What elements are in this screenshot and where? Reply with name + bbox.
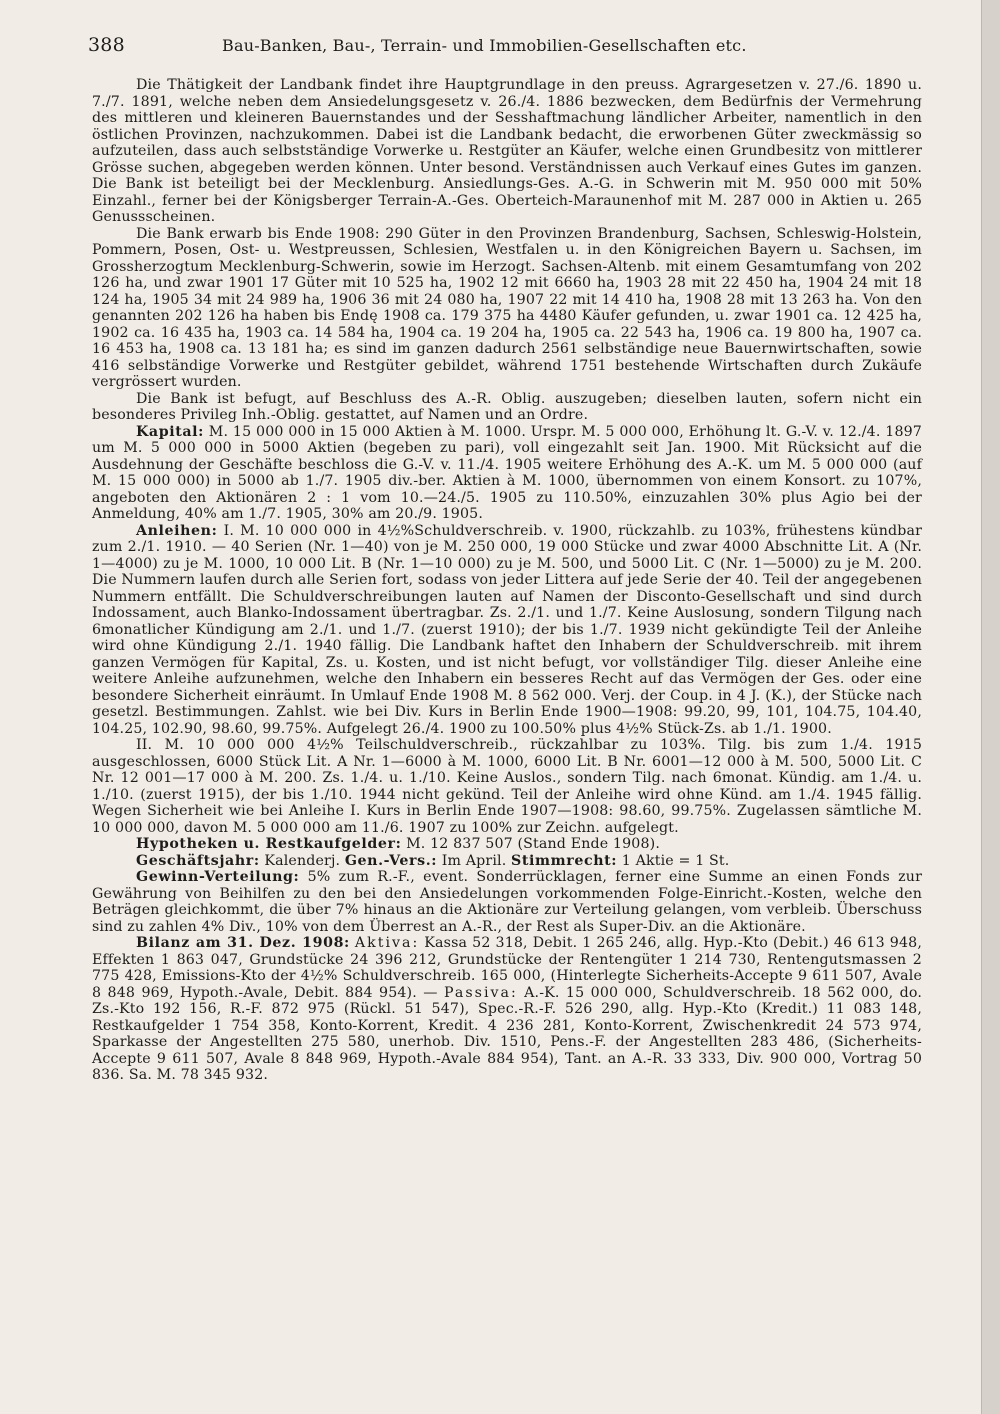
- paragraph-anleihe-ii: II. M. 10 000 000 4½% Teilschuldverschreib., rückzahlbar zu 103%. Tilg. bis zum 1./4. 1915 ausgeschlossen, 6000 Stück Lit. A Nr. 1—6000 à M. 1000, 6000 Lit. B Nr. 6001—12 000 à M. 500, 5000 Lit. C Nr. 12 001—17 000 à M. 200. Zs. 1./4. u. 1./10. Keine Auslos., sondern Tilg. nach 6monat. Kündig. am 1./4. u. 1./10. (zuerst 1915), der bis 1./10. 1944 nicht gekünd. Teil der Anleihe wird ohne Künd. am 1./4. 1945 fällig. Wegen Sicherheit wie bei Anleihe I. Kurs in Berlin Ende 1907—1908: 98.60, 99.75%. Zugelassen sämtliche M. 10 000 000, davon M. 5 000 000 am 11./6. 1907 zu 100% zur Zeichn. aufgelegt.: [92, 737, 922, 836]
- genvers-text: Im April.: [441, 852, 507, 869]
- paragraph-obligations: Die Bank ist befugt, auf Beschluss des A.-R. Oblig. auszugeben; dieselben lauten, sofern nicht ein besonderes Privileg Inh.-Oblig. gestattet, auf Namen und an Ordre.: [92, 390, 922, 423]
- page-edge: [981, 0, 1000, 1414]
- stimmrecht-label: Stimmrecht:: [511, 852, 618, 869]
- bilanz-passiva-text: A.-K. 15 000 000, Schuldverschreib. 18 562 000, do. Zs.-Kto 192 156, R.-F. 872 975 (Rückl. 51 547), Spec.-R.-F. 526 290, allg. Hyp.-Kto (Kredit.) 11 083 148, Restkaufgelder 1 754 358, Konto-Korrent, Kredit. 4 236 281, Konto-Korrent, Zwischenkredit 24 573 974, Sparkasse der Angestellten 275 580, unerhob. Div. 1510, Pens.-F. der Angestellten 283 486, (Sicherheits-Accepte 9 611 507, Avale 8 848 969, Hypoth.-Avale 884 954), Tant. an A.-R. 33 333, Div. 900 000, Vortrag 50 836. Sa. M. 78 345 932.: [92, 984, 923, 1083]
- paragraph-anleihen: [92, 523, 922, 738]
- stimmrecht-text: 1 Aktie = 1 St.: [621, 852, 730, 869]
- paragraph-gewinn: [92, 869, 922, 935]
- aktiva-label: Aktiva:: [354, 935, 420, 951]
- paragraph-kapital: [92, 424, 922, 523]
- kapital-label: Kapital:: [136, 423, 205, 440]
- passiva-label: Passiva:: [444, 984, 518, 1001]
- paragraph-intro: Die Thätigkeit der Landbank findet ihre Hauptgrundlage in den preuss. Agrargesetzen v. 27./6. 1890 u. 7./7. 1891, welche neben dem Ansiedelungsgesetz v. 26./4. 1886 bezwecken, dem Bedürfnis der Vermehrung des mittleren und kleineren Bauernstandes und der Sesshaftmachung ländlicher Arbeiter, namentlich in den östlichen Provinzen, nachzukommen. Dabei ist die Landbank bedacht, die erworbenen Güter zweckmässig so aufzuteilen, dass auch selbstständige Vorwerke u. Restgüter an Käufer, welche einen Grundbesitz von mittlerer Grösse suchen, abgegeben werden können. Unter besond. Verständnissen auch Verkauf eines Gutes im ganzen. Die Bank ist beteiligt bei der Mecklenburg. Ansiedlungs-Ges. A.-G. in Schwerin mit M. 950 000 mit 50% Einzahl., ferner bei der Königsberger Terrain-A.-Ges. Oberteich-Maraunenhof mit M. 287 000 in Aktien u. 265 Genussscheinen.: [92, 77, 922, 225]
- body-text: [92, 77, 922, 1084]
- genvers-label: Gen.-Vers.:: [344, 852, 438, 869]
- paragraph-bilanz: [92, 935, 922, 1084]
- gewinn-label: Gewinn-Verteilung:: [136, 869, 300, 885]
- bilanz-aktiva-text: Kassa 52 318, Debit. 1 265 246, allg. Hyp.-Kto (Debit.) 46 613 948, Effekten 1 863 047, Grundstücke 24 396 212, Grundstücke der Rentengüter 1 214 730, Rentengutsmassen 2 775 428, Emissions-Kto der 4½% Schuldverschreib. 165 000, (Hinterlegte Sicherheits-Accepte 9 611 507, Avale 8 848 969, Hypoth.-Avale, Debit. 884 954). —: [92, 935, 922, 1001]
- page-header: [88, 34, 908, 58]
- paragraph-acquisitions: Die Bank erwarb bis Ende 1908: 290 Güter in den Provinzen Brandenburg, Sachsen, Schleswig-Holstein, Pommern, Posen, Ost- u. Westpreussen, Schlesien, Westfalen u. in den Königreichen Bayern u. Sachsen, im Grossherzogtum Mecklenburg-Schwerin, sowie im Herzogt. Sachsen-Altenb. mit einem Gesamtumfang von 202 126 ha, und zwar 1901 17 Güter mit 10 525 ha, 1902 12 mit 6660 ha, 1903 28 mit 22 450 ha, 1904 24 mit 18 124 ha, 1905 34 mit 24 989 ha, 1906 36 mit 24 080 ha, 1907 22 mit 14 410 ha, 1908 28 mit 13 263 ha. Von den genannten 202 126 ha haben bis Endę 1908 ca. 179 375 ha 4480 Käufer gefunden, u. zwar 1901 ca. 12 425 ha, 1902 ca. 16 435 ha, 1903 ca. 14 584 ha, 1904 ca. 19 204 ha, 1905 ca. 22 543 ha, 1906 ca. 19 800 ha, 1907 ca. 16 453 ha, 1908 ca. 13 181 ha; es sind im ganzen dadurch 2561 selbständige neue Bauernwirtschaften, sowie 416 selbständige Vorwerke und Restgüter gebildet, während 1751 bestehende Wirtschaften durch Zukäufe vergrössert wurden.: [92, 225, 922, 390]
- anleihen-label: Anleihen:: [136, 522, 218, 539]
- bilanz-label: Bilanz am 31. Dez. 1908:: [136, 935, 350, 951]
- geschaeftsjahr-label: Geschäftsjahr:: [136, 852, 260, 869]
- gewinn-text: 5% zum R.-F., event. Sonderrücklagen, ferner eine Summe an einen Fonds zur Gewährung von Beihilfen zu den bei den Ansiedelungen vorkommenden Folge-Einricht.-Kosten, welche den Beträgen gleichkommt, die über 7% hinaus an die Aktionäre zur Verteilung gelangen, vom verbleib. Überschuss sind zu zahlen 4% Div., 10% von dem Überrest an A.-R., der Rest als Super-Div. an die Aktionäre.: [92, 869, 923, 935]
- hypotheken-text: M. 12 837 507 (Stand Ende 1908).: [406, 836, 660, 852]
- page-number: 388: [88, 34, 125, 56]
- hypotheken-label: Hypotheken u. Restkaufgelder:: [136, 836, 402, 852]
- running-title: Bau-Banken, Bau-, Terrain- und Immobilien-Gesellschaften etc.: [222, 36, 747, 55]
- geschaeftsjahr-text: Kalenderj.: [264, 852, 341, 869]
- paragraph-hypotheken: [92, 836, 922, 853]
- paragraph-geschaeftsjahr: [92, 853, 922, 870]
- anleihen-text: I. M. 10 000 000 in 4½%Schuldverschreib. v. 1900, rückzahlb. zu 103%, frühestens kündbar zum 2./1. 1910. — 40 Serien (Nr. 1—40) von je M. 250 000, 19 000 Stücke und zwar 4000 Abschnitte Lit. A (Nr. 1—4000) zu je M. 1000, 10 000 Lit. B (Nr. 1—10 000) zu je M. 500, und 5000 Lit. C (Nr. 1—5000) zu je M. 200. Die Nummern laufen durch alle Serien fort, sodass von jeder Littera auf jede Serie der 40. Teil der angegebenen Nummern entfällt. Die Schuldverschreibungen lauten auf Namen der Disconto-Gesellschaft und sind durch Indossament, auch Blanko-Indossament übertragbar. Zs. 2./1. und 1./7. Keine Auslosung, sondern Tilgung nach 6monatlicher Kündigung am 2./1. und 1./7. (zuerst 1910); der bis 1./7. 1939 nicht gekündigte Teil der Anleihe wird ohne Kündigung 2./1. 1940 fällig. Die Landbank haftet den Inhabern der Schuldverschreib. mit ihrem ganzen Vermögen für Kapital, Zs. u. Kosten, und ist nicht befugt, vor vollständiger Tilg. dieser Anleihe eine weitere Anleihe aufzunehmen, welche den Inhabern ein besseres Recht auf das Vermögen der Ges. oder eine besondere Sicherheit einräumt. In Umlauf Ende 1908 M. 8 562 000. Verj. der Coup. in 4 J. (K.), der Stücke nach gesetzl. Bestimmungen. Zahlst. wie bei Div. Kurs in Berlin Ende 1900—1908: 99.20, 99, 101, 104.75, 104.40, 104.25, 102.90, 98.60, 99.75%. Aufgelegt 26./4. 1900 zu 100.50% plus 4½% Stück-Zs. ab 1./1. 1900.: [92, 522, 922, 737]
- kapital-text: M. 15 000 000 in 15 000 Aktien à M. 1000. Urspr. M. 5 000 000, Erhöhung lt. G.-V. v. 12./4. 1897 um M. 5 000 000 in 5000 Aktien (begeben zu pari), voll eingezahlt seit Jan. 1900. Mit Rücksicht auf die Ausdehnung der Geschäfte beschloss die G.-V. v. 11./4. 1905 weitere Erhöhung des A.-K. um M. 5 000 000 (auf M. 15 000 000) in 5000 ab 1./7. 1905 div.-ber. Aktien à M. 1000, übernommen von einem Konsort. zu 107%, angeboten den Aktionären 2 : 1 vom 10.—24./5. 1905 zu 110.50%, einzuzahlen 30% plus Agio bei der Anmeldung, 40% am 1./7. 1905, 30% am 20./9. 1905.: [92, 423, 922, 522]
